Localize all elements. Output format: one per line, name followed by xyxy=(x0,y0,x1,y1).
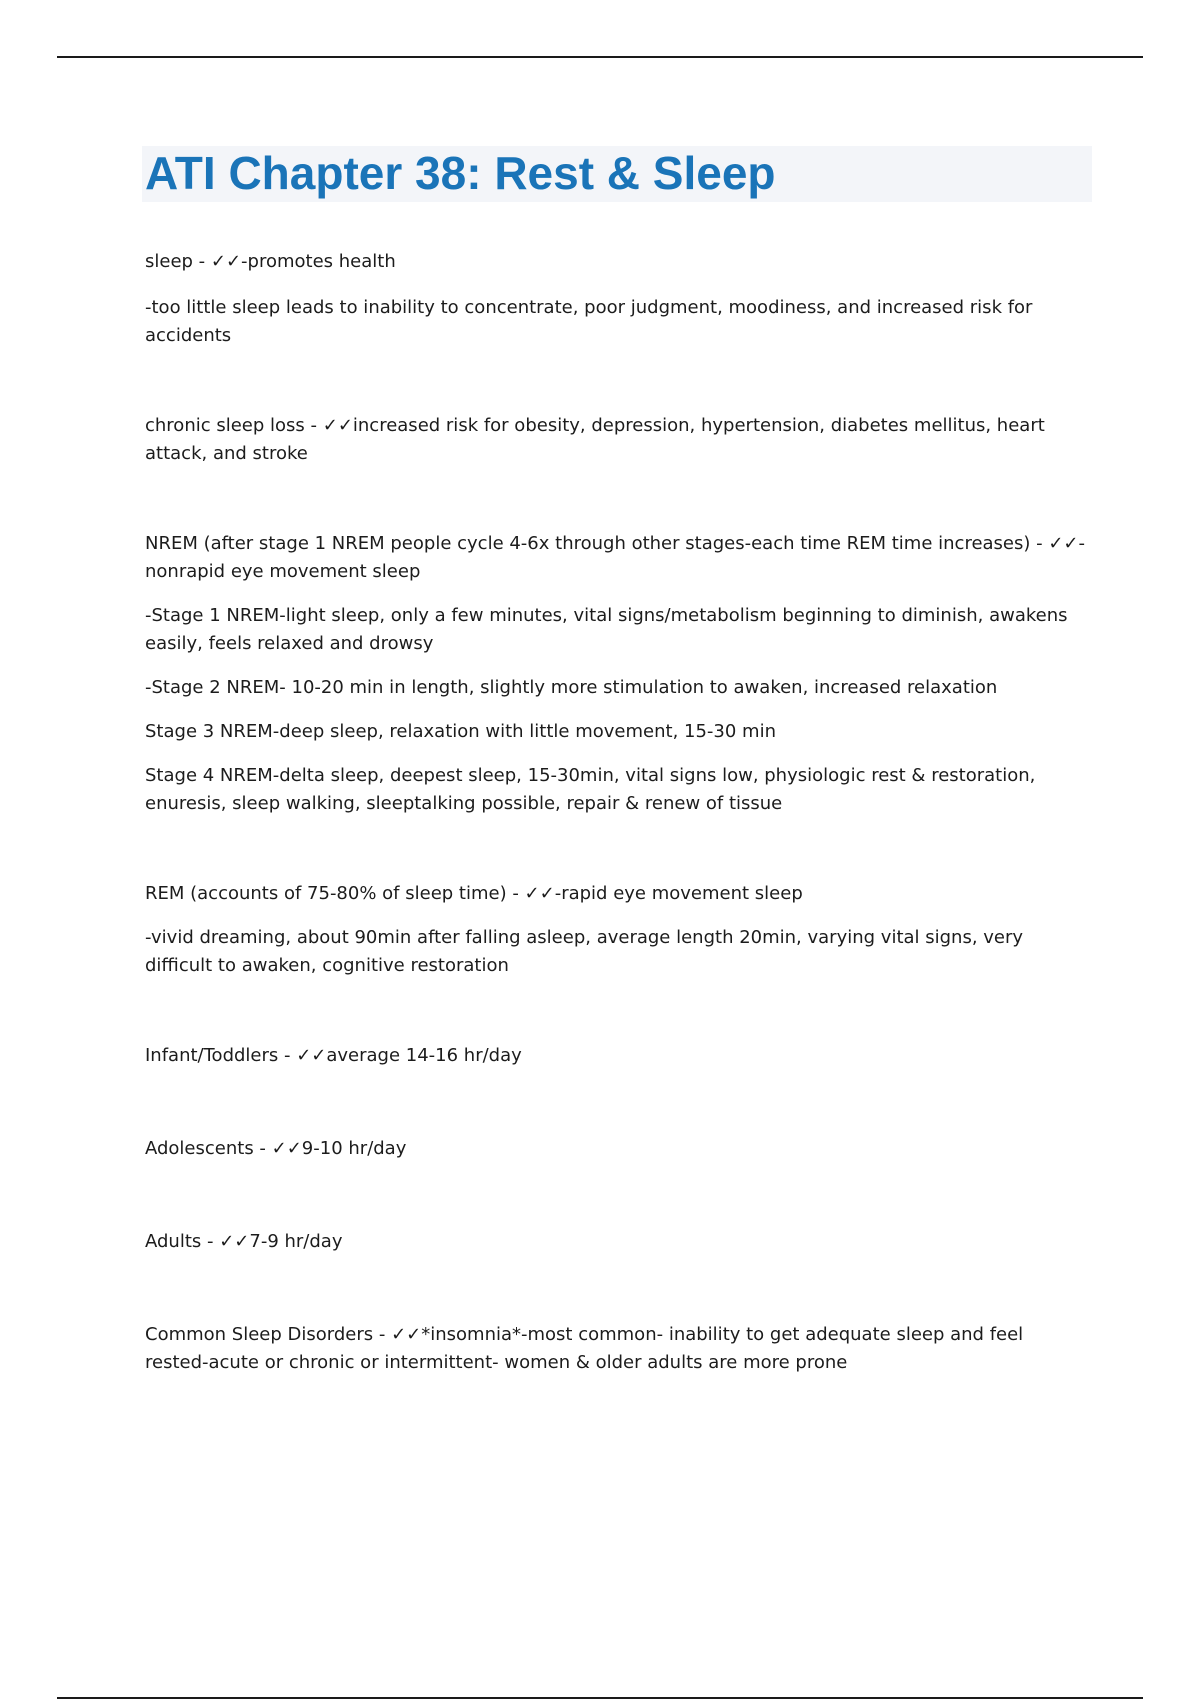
entry-nrem: NREM (after stage 1 NREM people cycle 4-6x through other stages-each time REM time increases) - ✓✓-nonrapid eye movement sleep xyxy=(145,533,1085,582)
page-title: ATI Chapter 38: Rest & Sleep xyxy=(145,147,776,199)
entry-adolescents: Adolescents - ✓✓9-10 hr/day xyxy=(145,1138,407,1159)
bottom-rule xyxy=(57,1697,1143,1699)
entry-chronic-sleep-loss: chronic sleep loss - ✓✓increased risk for obesity, depression, hypertension, diabetes mellitus, heart attack, and stroke xyxy=(145,415,1045,464)
entry-stage-4: Stage 4 NREM-delta sleep, deepest sleep, 15-30min, vital signs low, physiologic rest & restoration, enuresis, sleep walking, sleeptalking possible, repair & renew of tissue xyxy=(145,765,1036,814)
document-body xyxy=(145,248,1090,1377)
entry-sleep-detail: -too little sleep leads to inability to concentrate, poor judgment, moodiness, and increased risk for accidents xyxy=(145,297,1033,346)
entry-rem-detail: -vivid dreaming, about 90min after falling asleep, average length 20min, varying vital signs, very difficult to awaken, cognitive restoration xyxy=(145,927,1024,976)
entry-infant-toddlers: Infant/Toddlers - ✓✓average 14-16 hr/day xyxy=(145,1045,522,1066)
entry-stage-3: Stage 3 NREM-deep sleep, relaxation with little movement, 15-30 min xyxy=(145,721,776,742)
entry-stage-2: -Stage 2 NREM- 10-20 min in length, slightly more stimulation to awaken, increased relaxation xyxy=(145,677,998,698)
top-rule xyxy=(57,56,1143,58)
entry-adults: Adults - ✓✓7-9 hr/day xyxy=(145,1231,343,1252)
entry-common-sleep-disorders: Common Sleep Disorders - ✓✓*insomnia*-most common- inability to get adequate sleep and feel rested-acute or chronic or intermittent- women & older adults are more prone xyxy=(145,1324,1024,1373)
entry-sleep: sleep - ✓✓-promotes health xyxy=(145,251,396,272)
entry-rem: REM (accounts of 75-80% of sleep time) - ✓✓-rapid eye movement sleep xyxy=(145,883,803,904)
entry-stage-1: -Stage 1 NREM-light sleep, only a few minutes, vital signs/metabolism beginning to diminish, awakens easily, feels relaxed and drowsy xyxy=(145,605,1068,654)
